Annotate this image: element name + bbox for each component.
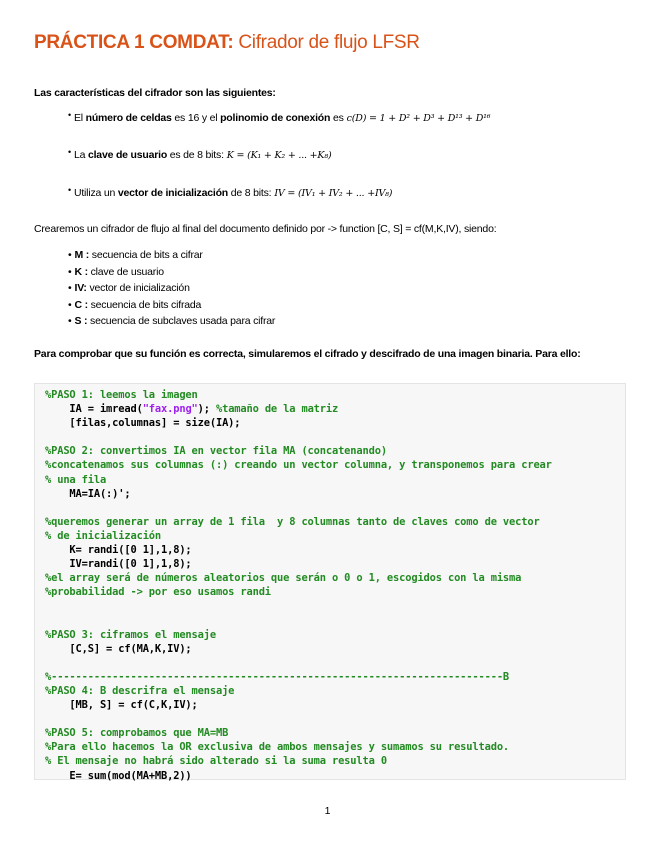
iv-formula: IV = (IV₁ + IV₂ + ... +IV₈)	[274, 188, 393, 199]
bullet-dot: •	[68, 147, 71, 157]
key-formula: K = (K₁ + K₂ + ... +K₈)	[226, 150, 332, 161]
bullet-dot: •	[68, 185, 71, 195]
list-item: • IV: vector de inicialización	[68, 282, 190, 295]
page-title	[34, 32, 420, 54]
bullet-connection-polynomial: • El número de celdas es 16 y el polinomio de conexión es c(D) = 1 + D² + D³ + D¹³ + D¹⁶	[68, 110, 491, 124]
parameter-list	[68, 247, 275, 330]
param-desc: clave de usuario	[87, 265, 164, 278]
list-item: • C : secuencia de bits cifrada	[68, 298, 202, 311]
check-paragraph: Para comprobar que su función es correcta, simularemos el cifrado y descifrado de una imagen binaria. Para ello:	[34, 348, 581, 360]
param-key: C :	[74, 298, 88, 311]
param-key: M :	[74, 249, 90, 261]
bold-term: vector de inicialización	[117, 187, 229, 199]
code-block[interactable]	[34, 383, 626, 780]
param-desc: secuencia de bits cifrada	[87, 298, 202, 311]
page-number: 1	[324, 805, 331, 817]
intro-text: Las características del cifrador son las siguientes:	[34, 87, 276, 99]
list-item: • K : clave de usuario	[68, 265, 164, 278]
list-item: • S : secuencia de subclaves usada para cifrar	[68, 315, 276, 328]
bold-term: polinomio de conexión	[220, 112, 331, 124]
param-key: K :	[74, 265, 88, 278]
title-bold: PRÁCTICA 1 COMDAT:	[34, 32, 234, 53]
param-desc: secuencia de subclaves usada para cifrar	[87, 315, 276, 328]
bold-term: clave de usuario	[87, 149, 168, 161]
bullet-init-vector: • Utiliza un vector de inicialización de 8 bits: IV = (IV₁ + IV₂ + ... +IV₈)	[68, 185, 393, 199]
function-paragraph: Crearemos un cifrador de flujo al final del documento definido por -> function [C, S] = cf(M,K,IV), siendo:	[34, 223, 497, 235]
bullet-user-key: • La clave de usuario es de 8 bits: K = (K₁ + K₂ + ... +K₈)	[68, 147, 332, 161]
list-item: • M : secuencia de bits a cifrar	[68, 249, 203, 261]
code-content: %PASO 1: leemos la imagen IA = imread("fax.png"); %tamaño de la matriz [filas,columnas] = size(IA); %PASO 2: convertimos IA en vector fila MA (concatenando) %concatenamos sus columnas (:) creando un vector columna, y transponemos para crear % una fila MA=IA(:)'; %queremos generar un array de 1 fila y 8 columnas tanto de claves como de vector % de inicialización K= randi([0 1],1,8); IV=randi([0 1],1,8); %el array será de números aleatorios que serán o 0 o 1, escogidos con la misma %probabilidad -> por eso usamos randi %PASO 3: ciframos el mensaje [C,S] = cf(MA,K,IV); %--------------------------------------------------------------------------B %PASO 4: B descrifra el mensaje [MB, S] = cf(C,K,IV); %PASO 5: comprobamos que MA=MB %Para ello hacemos la OR exclusiva de ambos mensajes y sumamos su resultado. % El mensaje no habrá sido alterado si la suma resulta 0 E= sum(mod(MA+MB,2))	[45, 389, 552, 782]
title-rest: Cifrador de flujo LFSR	[233, 32, 420, 53]
bold-term: número de celdas	[85, 112, 172, 124]
param-key: S :	[74, 315, 88, 328]
polynomial-formula: c(D) = 1 + D² + D³ + D¹³ + D¹⁶	[346, 113, 491, 124]
param-desc: vector de inicialización	[86, 282, 190, 295]
param-desc: secuencia de bits a cifrar	[89, 249, 203, 261]
bullet-dot: •	[68, 110, 71, 120]
param-key: IV:	[74, 282, 87, 295]
